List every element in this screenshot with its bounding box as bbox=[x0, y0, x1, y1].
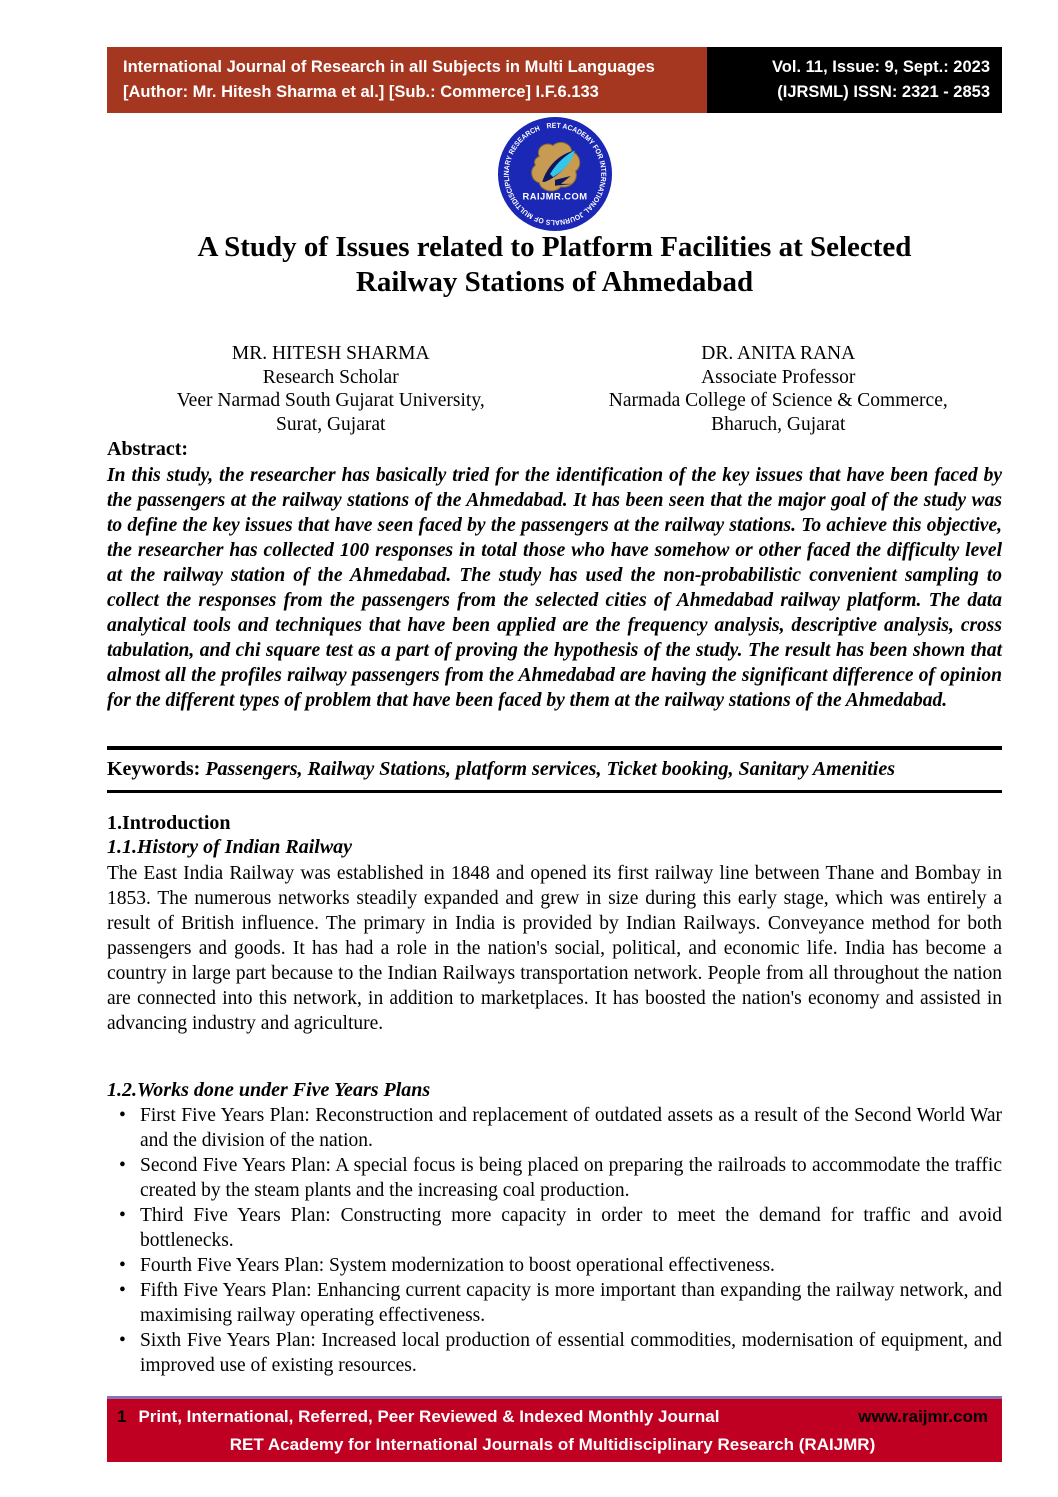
author-2-name: DR. ANITA RANA bbox=[701, 343, 856, 364]
authors-block bbox=[107, 342, 1002, 436]
keywords-text: Passengers, Railway Stations, platform services, Ticket booking, Sanitary Amenities bbox=[205, 758, 895, 780]
paper-title bbox=[107, 230, 1002, 300]
author-1-affiliation: Veer Narmad South Gujarat University, bbox=[176, 390, 485, 411]
abstract-body: In this study, the researcher has basically tried for the identification of the key issues that have been faced by the passengers at the railway stations of the Ahmedabad. It has been seen that the major goal of the study was to define the key issues that have seen faced by the passengers at the railway stations. To achieve this objective, the researcher has collected 100 responses in total those who have somehow or other faced the difficulty level at the railway station of the Ahmedabad. The study has used the non-probabilistic convenient sampling to collect the responses from the passengers from the selected cities of Ahmedabad railway platform. The data analytical tools and techniques that have been applied are the frequency analysis, descriptive analysis, cross tabulation, and chi square test as a part of proving the hypothesis of the study. The result has been shown that almost all the profiles railway passengers from the Ahmedabad are having the significant difference of opinion for the different types of problem that have been faced by them at the railway stations of the Ahmedabad. bbox=[107, 465, 1002, 711]
journal-header-bar bbox=[107, 47, 1002, 113]
author-2 bbox=[555, 342, 1003, 436]
author-1-location: Surat, Gujarat bbox=[276, 413, 386, 435]
subsection-heading-history: 1.1.History of Indian Railway bbox=[107, 836, 353, 858]
raijmr-logo-icon bbox=[496, 115, 614, 233]
raijmr-logo bbox=[496, 115, 614, 233]
keywords-line bbox=[107, 758, 1002, 781]
journal-header-left bbox=[107, 47, 707, 113]
list-item: • Fourth Five Years Plan: System modernization to boost operational effectiveness. bbox=[107, 1253, 1002, 1278]
journal-author-subject: [Author: Mr. Hitesh Sharma et al.] [Sub.: Commerce] I.F.6.133 bbox=[123, 83, 599, 101]
journal-header-right bbox=[707, 47, 1002, 113]
paper-title-line1: A Study of Issues related to Platform Facilities at Selected bbox=[197, 231, 912, 263]
list-item: • Sixth Five Years Plan: Increased local production of essential commodities, modernisation of equipment, and improved use of existing resources. bbox=[107, 1328, 1002, 1378]
five-year-plans-list bbox=[107, 1103, 1002, 1378]
author-1-role: Research Scholar bbox=[262, 366, 399, 388]
journal-footer-bar bbox=[107, 1396, 1002, 1462]
list-item: • Fifth Five Years Plan: Enhancing current capacity is more important than expanding the railway network, and maximising railway operating effectiveness. bbox=[107, 1278, 1002, 1328]
author-2-affiliation: Narmada College of Science & Commerce, bbox=[608, 390, 948, 411]
list-item: • Third Five Years Plan: Constructing more capacity in order to meet the demand for traffic and avoid bottlenecks. bbox=[107, 1203, 1002, 1253]
list-item: • First Five Years Plan: Reconstruction and replacement of outdated assets as a result of the Second World War and the division of the nation. bbox=[107, 1103, 1002, 1153]
footer-website-link[interactable]: www.raijmr.com bbox=[858, 1407, 988, 1426]
logo-center-text: RAIJMR.COM bbox=[522, 191, 588, 202]
journal-volume-issue: Vol. 11, Issue: 9, Sept.: 2023 bbox=[772, 58, 990, 76]
page-number: 1 bbox=[117, 1407, 127, 1426]
footer-academy-name: RET Academy for International Journals of Multidisciplinary Research (RAIJMR) bbox=[229, 1435, 876, 1454]
history-paragraph: The East India Railway was established in 1848 and opened its first railway line between Thane and Bombay in 1853. The numerous networks steadily expanded and grew in size during this early stage, which was entirely a result of British influence. The primary in India is provided by Indian Railways. Conveyance method for both passengers and goods. It has had a role in the nation's social, political, and economic life. India has become a country in large part because to the Indian Railways transportation network. People from all throughout the nation are connected into this network, in addition to marketplaces. It has boosted the nation's economy and assisted in advancing industry and agriculture. bbox=[107, 863, 1002, 1034]
keywords-top-rule bbox=[107, 746, 1002, 750]
author-1-name: MR. HITESH SHARMA bbox=[231, 343, 430, 364]
section-heading-introduction: 1.Introduction bbox=[107, 812, 231, 834]
abstract-heading: Abstract: bbox=[107, 438, 189, 460]
footer-journal-type: Print, International, Referred, Peer Reviewed & Indexed Monthly Journal bbox=[138, 1407, 720, 1426]
author-2-role: Associate Professor bbox=[701, 366, 856, 388]
paper-title-line2: Railway Stations of Ahmedabad bbox=[355, 266, 754, 298]
logo-ring-text: RET ACADEMY FOR INTERNATIONAL JOURNALS OF MULTIDISCIPLINARY RESEARCH bbox=[501, 120, 609, 228]
keywords-label: Keywords: bbox=[107, 758, 201, 780]
footer-line1 bbox=[117, 1403, 988, 1431]
author-1 bbox=[107, 342, 555, 436]
journal-issn: (IJRSML) ISSN: 2321 - 2853 bbox=[777, 83, 990, 101]
journal-name: International Journal of Research in all Subjects in Multi Languages bbox=[123, 58, 655, 76]
list-item: • Second Five Years Plan: A special focus is being placed on preparing the railroads to accommodate the traffic created by the steam plants and the increasing coal production. bbox=[107, 1153, 1002, 1203]
subsection-heading-plans: 1.2.Works done under Five Years Plans bbox=[107, 1079, 431, 1101]
author-2-location: Bharuch, Gujarat bbox=[711, 413, 846, 435]
keywords-bottom-rule bbox=[107, 790, 1002, 793]
